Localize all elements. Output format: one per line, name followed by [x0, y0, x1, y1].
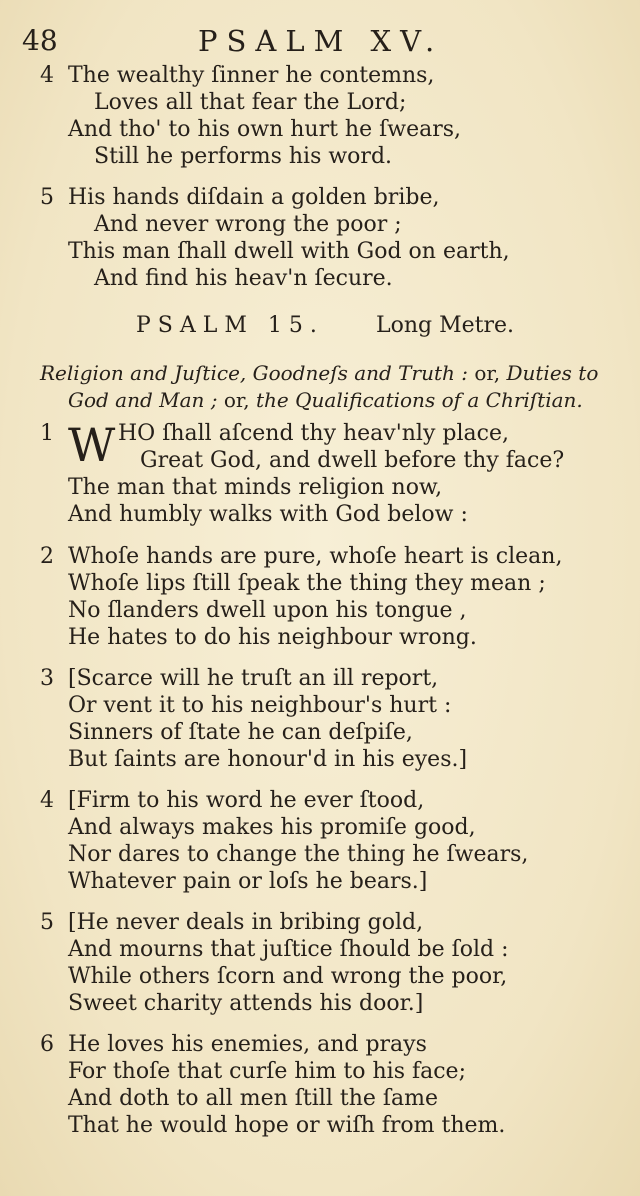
psalm-label: PSALM 15.: [136, 313, 324, 338]
verse-line: Still he performs his word.: [94, 144, 393, 169]
subtitle-or: or,: [223, 388, 250, 412]
verse-line: The man that minds religion now,: [68, 475, 443, 500]
verse-line: No ſlanders dwell upon his tongue ,: [68, 598, 467, 623]
stanza-number: 3: [40, 666, 54, 691]
stanza-number: 5: [40, 910, 54, 935]
verse-line: [Firm to his word he ever ſtood,: [68, 788, 425, 813]
verse-line: The wealthy ſinner he contemns,: [68, 63, 435, 88]
stanza-number: 2: [40, 544, 54, 569]
verse-line: That he would hope or wiſh from them.: [68, 1113, 506, 1138]
stanza-number: 1: [40, 421, 54, 446]
stanza-1: [0, 420, 640, 528]
verse-line: Whatever pain or loſs he bears.]: [68, 869, 428, 894]
verse-line: Sinners of ſtate he can deſpiſe,: [68, 720, 413, 745]
verse-line: He loves his enemies, and prays: [68, 1032, 427, 1057]
verse-line: But ſaints are honour'd in his eyes.]: [68, 747, 468, 772]
stanza-5: [0, 909, 640, 1017]
verse-line: [He never deals in bribing gold,: [68, 910, 424, 935]
stanza-6: [0, 1031, 640, 1139]
verse-line: And humbly walks with God below :: [68, 502, 468, 527]
psalm-subtitle: [0, 360, 640, 414]
stanza-number: 6: [40, 1032, 54, 1057]
subtitle-italic-b: the Qualifications of a Chriſtian.: [256, 388, 583, 412]
verse-line: Nor dares to change the thing he ſwears,: [68, 842, 529, 867]
verse-line: And mourns that juſtice ſhould be ſold :: [68, 937, 509, 962]
subtitle-italic-a: God and Man ;: [68, 388, 218, 412]
verse-line: And doth to all men ſtill the ſame: [68, 1086, 439, 1111]
stanza-3: [0, 665, 640, 773]
verse-line: And never wrong the poor ;: [94, 212, 402, 237]
verse-line: And tho' to his own hurt he ſwears,: [68, 117, 462, 142]
verse-line: [Scarce will he truſt an ill report,: [68, 666, 439, 691]
verse-line: While others ſcorn and wrong the poor,: [68, 964, 508, 989]
verse-line: HO ſhall aſcend thy heav'nly place,: [118, 421, 509, 446]
drop-cap: W: [68, 418, 116, 472]
running-title: PSALM XV.: [198, 24, 444, 58]
verse-line: And always makes his promiſe good,: [68, 815, 476, 840]
verse-line: This man ſhall dwell with God on earth,: [68, 239, 510, 264]
stanza-4: [0, 787, 640, 895]
verse-line: Whoſe hands are pure, whoſe heart is clean,: [68, 544, 563, 569]
verse-line: His hands diſdain a golden bribe,: [68, 185, 440, 210]
verse-line: For thoſe that curſe him to his face;: [68, 1059, 466, 1084]
metre-label: Long Metre.: [376, 313, 515, 338]
section-heading: [0, 313, 640, 343]
verse-line: Great God, and dwell before thy face?: [140, 448, 565, 473]
running-head: [0, 24, 640, 64]
stanza-2: [0, 543, 640, 651]
stanza-top-4: [0, 62, 640, 170]
stanza-number: 4: [40, 63, 54, 88]
stanza-number: 4: [40, 788, 54, 813]
verse-line: Sweet charity attends his door.]: [68, 991, 424, 1016]
subtitle-italic-b: Duties to: [506, 361, 599, 385]
verse-line: Whoſe lips ſtill ſpeak the thing they mean ;: [68, 571, 546, 596]
subtitle-or: or,: [474, 361, 501, 385]
verse-line: Or vent it to his neighbour's hurt :: [68, 693, 452, 718]
subtitle-italic-a: Religion and Juſtice, Goodneſs and Truth :: [40, 361, 468, 385]
page-number: 48: [22, 24, 58, 57]
verse-line: And find his heav'n ſecure.: [94, 266, 393, 291]
stanza-number: 5: [40, 185, 54, 210]
stanza-top-5: [0, 184, 640, 292]
subtitle-line-1: [0, 360, 640, 387]
verse-line: He hates to do his neighbour wrong.: [68, 625, 477, 650]
subtitle-line-2: [0, 387, 640, 414]
verse-line: Loves all that fear the Lord;: [94, 90, 407, 115]
